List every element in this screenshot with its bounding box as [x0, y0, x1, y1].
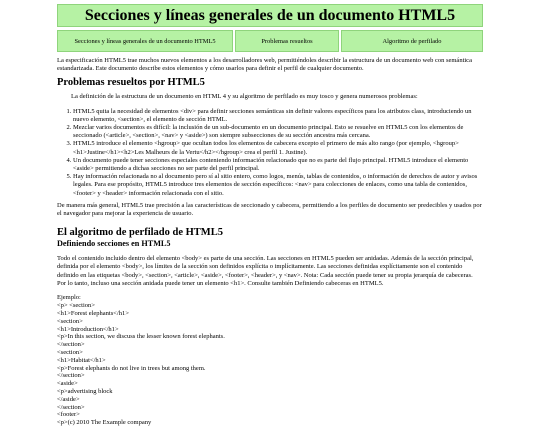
code-line: <p>(c) 2010 The Example company — [57, 419, 152, 427]
list-item: 1. HTML5 quita la necesidad de elementos <div> para definir secciones semánticas sin definir valores específicos para los atributos class, introduciendo un nuevo elemento, <section>, el elemento de sección HTML. — [73, 108, 483, 124]
code-example — [57, 302, 483, 427]
code-line: <h1>Introduction</h1> — [57, 325, 119, 333]
code-line: <section> — [57, 349, 83, 357]
code-line: <p>Forest elephants do not live in trees but among them. — [57, 364, 206, 372]
code-line: <aside> — [57, 380, 78, 388]
algorithm-heading: El algoritmo de perfilado de HTML5 — [57, 227, 223, 239]
code-line: <p> <section> — [57, 302, 95, 310]
code-line: <footer> — [57, 411, 80, 419]
nav-item-secciones[interactable]: Secciones y líneas generales de un documento HTML5 — [57, 30, 233, 52]
list-item: 3. HTML5 introduce el elemento <hgroup> que ocultan todos los elementos de cabecera excepto el primero de más alto rango (por ejemplo, <hgroup><h1>Justine</h1><h2>Les Malheurs de la Vertu</h2></hgroup> crea el perfil 1. Justine). — [73, 140, 483, 156]
code-line: </section> — [57, 341, 85, 349]
code-line: </aside> — [57, 395, 80, 403]
intro-paragraph: La especificación HTML5 trae muchos nuevos elementos a los desarrolladores web, permitiéndoles describir la estructura de un documento web con semántica estandarizada. Este documento describe estos elementos y cómo usarlos para definir el perfil de cualquier documento. — [57, 57, 472, 73]
algorithm-subheading: Definiendo secciones en HTML5 — [57, 239, 171, 249]
code-line: </section> — [57, 372, 85, 380]
list-item: 5. Hay información relacionada no al documento pero sí al sitio entero, como logos, menús, tablas de contenidos, o información de derechos de autor y avisos legales. Para ese propósito, HTML5 introduce tres elementos de sección específicos: <nav> para colecciones de enlaces, como una tabla de contenidos, <footer> y <header> información relacionada con el sitio. — [73, 173, 483, 198]
problems-closing: De manera más general, HTML5 trae precisión a las características de seccionado y cabecera, permitiendo a los perfiles de documento ser predecibles y usados por el navegador para mejorar la experiencia de usuario. — [57, 201, 482, 218]
code-line: </section> — [57, 403, 85, 411]
code-line: <h1>Forest elephants</h1> — [57, 310, 129, 318]
code-line: <p>In this section, we discuss the lesser known forest elephants. — [57, 333, 225, 341]
code-line: <h1>Habitat</h1> — [57, 356, 106, 364]
nav-bar — [57, 30, 483, 50]
list-item: 4. Un documento puede tener secciones especiales conteniendo información relacionado que no es parte del flujo principal. HTML5 introduce el elemento <aside> permitiendo a dichas secciones no ser parte del perfil principal. — [73, 157, 483, 173]
problems-list — [57, 108, 483, 198]
code-line: <section> — [57, 317, 83, 325]
algorithm-body: Todo el contenido incluido dentro del elemento <body> es parte de una sección. Las secciones en HTML5 pueden ser anidadas. Además de la sección principal, definida por el elemento <body>, los límites de la sección son definidos explícita o implícitamente. Las secciones definidas explícitamente son el contenido definido en las etiquetas <body>, <section>, <article>, <aside>, <footer>, <header>, y <nav>. Nota: Cada sección puede tener su propia jerarquía de cabeceras. Por lo tanto, incluso una sección anidada puede tener un elemento <h1>. Consulte también Definiendo cabeceras en HTML5. — [57, 255, 474, 287]
nav-item-algoritmo[interactable]: Algoritmo de perfilado — [341, 30, 483, 52]
example-label: Ejemplo: — [57, 294, 81, 302]
problems-lead: La definición de la estructura de un documento en HTML 4 y su algoritmo de perfilado es muy tosco y genera numerosos problemas: — [71, 93, 418, 101]
list-item: 2. Mezclar varios documentos es difícil: la inclusión de un sub-documento en un documento principal. Esto se resuelve en HTML5 con los elementos de seccionado (<article>, <section>, <nav> y <aside>) son siempre subsecciones de su sección ancestra más cercana. — [73, 124, 483, 140]
problems-heading: Problemas resueltos por HTML5 — [57, 77, 205, 89]
page-title: Secciones y líneas generales de un documento HTML5 — [57, 4, 483, 27]
page — [0, 4, 540, 427]
nav-item-problemas[interactable]: Problemas resueltos — [235, 30, 339, 52]
code-line: <p>advertising block — [57, 388, 113, 396]
